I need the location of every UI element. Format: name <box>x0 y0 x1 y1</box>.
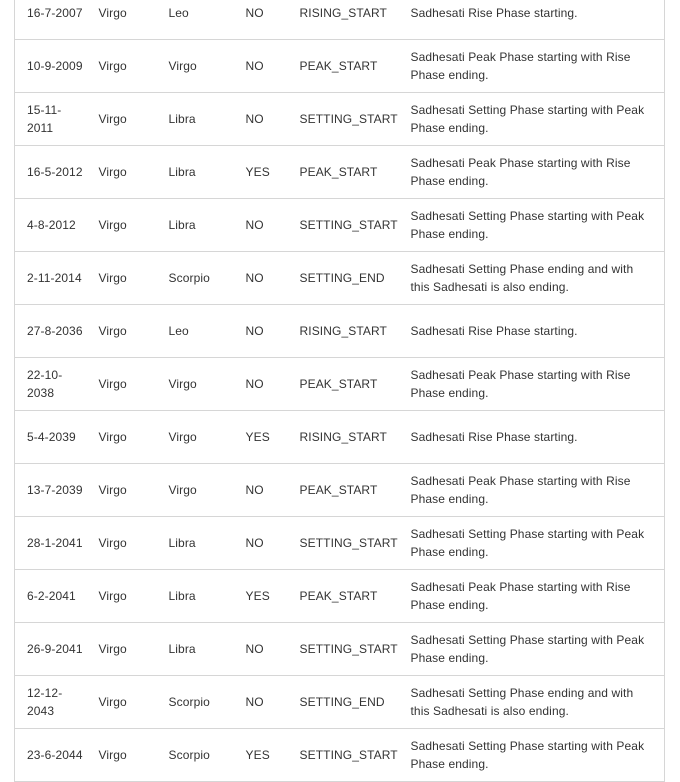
summary-cell: Sadhesati Peak Phase starting with Rise Phase ending. <box>401 358 665 411</box>
retrograde-cell: NO <box>234 623 288 676</box>
date-cell: 28-1-2041 <box>15 517 87 570</box>
table-row <box>15 623 665 676</box>
sadhesati-table <box>14 0 665 782</box>
summary-cell: Sadhesati Setting Phase starting with Peak Phase ending. <box>401 517 665 570</box>
summary-cell: Sadhesati Rise Phase starting. <box>401 0 665 40</box>
saturn-sign-cell: Libra <box>157 623 234 676</box>
retrograde-cell: NO <box>234 252 288 305</box>
saturn-sign-cell: Virgo <box>157 40 234 93</box>
summary-cell: Sadhesati Setting Phase starting with Peak Phase ending. <box>401 93 665 146</box>
moon-sign-cell: Virgo <box>87 199 157 252</box>
moon-sign-cell: Virgo <box>87 729 157 782</box>
retrograde-cell: NO <box>234 676 288 729</box>
retrograde-cell: NO <box>234 199 288 252</box>
table-body <box>15 0 665 782</box>
table-row <box>15 0 665 40</box>
retrograde-cell: YES <box>234 570 288 623</box>
moon-sign-cell: Virgo <box>87 411 157 464</box>
moon-sign-cell: Virgo <box>87 93 157 146</box>
table-row <box>15 93 665 146</box>
saturn-sign-cell: Leo <box>157 0 234 40</box>
date-cell: 5-4-2039 <box>15 411 87 464</box>
phase-type-cell: SETTING_START <box>288 517 401 570</box>
moon-sign-cell: Virgo <box>87 464 157 517</box>
phase-type-cell: SETTING_START <box>288 93 401 146</box>
phase-type-cell: SETTING_START <box>288 623 401 676</box>
phase-type-cell: PEAK_START <box>288 358 401 411</box>
table-row <box>15 464 665 517</box>
retrograde-cell: YES <box>234 729 288 782</box>
moon-sign-cell: Virgo <box>87 0 157 40</box>
saturn-sign-cell: Leo <box>157 305 234 358</box>
table-row <box>15 729 665 782</box>
moon-sign-cell: Virgo <box>87 146 157 199</box>
table-row <box>15 570 665 623</box>
saturn-sign-cell: Libra <box>157 570 234 623</box>
date-cell: 13-7-2039 <box>15 464 87 517</box>
phase-type-cell: PEAK_START <box>288 40 401 93</box>
date-cell: 27-8-2036 <box>15 305 87 358</box>
moon-sign-cell: Virgo <box>87 252 157 305</box>
phase-type-cell: PEAK_START <box>288 464 401 517</box>
date-cell: 16-5-2012 <box>15 146 87 199</box>
moon-sign-cell: Virgo <box>87 570 157 623</box>
date-cell: 6-2-2041 <box>15 570 87 623</box>
saturn-sign-cell: Virgo <box>157 411 234 464</box>
retrograde-cell: NO <box>234 305 288 358</box>
summary-cell: Sadhesati Rise Phase starting. <box>401 305 665 358</box>
summary-cell: Sadhesati Setting Phase starting with Peak Phase ending. <box>401 199 665 252</box>
phase-type-cell: SETTING_START <box>288 199 401 252</box>
saturn-sign-cell: Scorpio <box>157 729 234 782</box>
date-cell: 22-10-2038 <box>15 358 87 411</box>
table-row <box>15 252 665 305</box>
summary-cell: Sadhesati Peak Phase starting with Rise Phase ending. <box>401 464 665 517</box>
date-cell: 16-7-2007 <box>15 0 87 40</box>
retrograde-cell: NO <box>234 40 288 93</box>
saturn-sign-cell: Scorpio <box>157 252 234 305</box>
phase-type-cell: PEAK_START <box>288 570 401 623</box>
retrograde-cell: YES <box>234 411 288 464</box>
moon-sign-cell: Virgo <box>87 40 157 93</box>
phase-type-cell: SETTING_END <box>288 252 401 305</box>
summary-cell: Sadhesati Setting Phase starting with Peak Phase ending. <box>401 729 665 782</box>
table-row <box>15 40 665 93</box>
summary-cell: Sadhesati Setting Phase starting with Peak Phase ending. <box>401 623 665 676</box>
saturn-sign-cell: Libra <box>157 517 234 570</box>
date-cell: 2-11-2014 <box>15 252 87 305</box>
phase-type-cell: PEAK_START <box>288 146 401 199</box>
saturn-sign-cell: Libra <box>157 199 234 252</box>
retrograde-cell: NO <box>234 0 288 40</box>
table-row <box>15 517 665 570</box>
phase-type-cell: RISING_START <box>288 411 401 464</box>
moon-sign-cell: Virgo <box>87 305 157 358</box>
date-cell: 15-11-2011 <box>15 93 87 146</box>
summary-cell: Sadhesati Setting Phase ending and with this Sadhesati is also ending. <box>401 676 665 729</box>
summary-cell: Sadhesati Setting Phase ending and with this Sadhesati is also ending. <box>401 252 665 305</box>
retrograde-cell: NO <box>234 93 288 146</box>
phase-type-cell: RISING_START <box>288 305 401 358</box>
moon-sign-cell: Virgo <box>87 676 157 729</box>
moon-sign-cell: Virgo <box>87 358 157 411</box>
summary-cell: Sadhesati Peak Phase starting with Rise Phase ending. <box>401 146 665 199</box>
table-row <box>15 146 665 199</box>
date-cell: 10-9-2009 <box>15 40 87 93</box>
date-cell: 4-8-2012 <box>15 199 87 252</box>
summary-cell: Sadhesati Peak Phase starting with Rise Phase ending. <box>401 570 665 623</box>
saturn-sign-cell: Scorpio <box>157 676 234 729</box>
sadhesati-table-container <box>14 0 664 782</box>
saturn-sign-cell: Virgo <box>157 464 234 517</box>
phase-type-cell: RISING_START <box>288 0 401 40</box>
summary-cell: Sadhesati Rise Phase starting. <box>401 411 665 464</box>
phase-type-cell: SETTING_START <box>288 729 401 782</box>
table-row <box>15 411 665 464</box>
table-row <box>15 199 665 252</box>
phase-type-cell: SETTING_END <box>288 676 401 729</box>
date-cell: 12-12-2043 <box>15 676 87 729</box>
date-cell: 23-6-2044 <box>15 729 87 782</box>
date-cell: 26-9-2041 <box>15 623 87 676</box>
retrograde-cell: YES <box>234 146 288 199</box>
saturn-sign-cell: Libra <box>157 146 234 199</box>
retrograde-cell: NO <box>234 517 288 570</box>
retrograde-cell: NO <box>234 464 288 517</box>
summary-cell: Sadhesati Peak Phase starting with Rise Phase ending. <box>401 40 665 93</box>
moon-sign-cell: Virgo <box>87 517 157 570</box>
retrograde-cell: NO <box>234 358 288 411</box>
moon-sign-cell: Virgo <box>87 623 157 676</box>
table-row <box>15 676 665 729</box>
saturn-sign-cell: Libra <box>157 93 234 146</box>
saturn-sign-cell: Virgo <box>157 358 234 411</box>
table-row <box>15 358 665 411</box>
table-row <box>15 305 665 358</box>
